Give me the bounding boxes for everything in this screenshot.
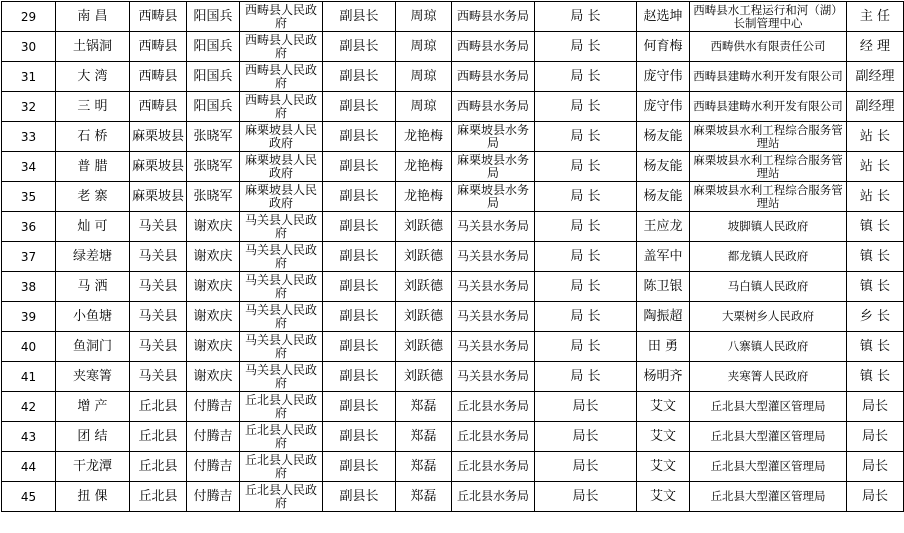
county-leader-cell: 付腾吉 [187,422,240,452]
county-leader-cell: 阳国兵 [187,62,240,92]
table-row [2,242,904,272]
unit-title-cell: 镇 长 [847,362,904,392]
water-affairs-bureau-cell: 丘北县水务局 [452,452,535,482]
reservoir-name-cell: 普 腊 [56,152,130,182]
county-leader-cell: 阳国兵 [187,2,240,32]
government-person-cell: 龙艳梅 [396,182,452,212]
county-name-cell: 丘北县 [130,392,187,422]
bureau-person-cell: 杨友能 [637,122,690,152]
government-person-cell: 郑磊 [396,482,452,512]
government-title-cell: 副县长 [323,392,396,422]
government-person-cell: 郑磊 [396,422,452,452]
bureau-title-cell: 局 长 [535,242,637,272]
county-government-cell: 马关县人民政府 [240,272,323,302]
government-person-cell: 周琼 [396,2,452,32]
reservoir-name-cell: 夹寒箐 [56,362,130,392]
management-unit-cell: 大栗树乡人民政府 [690,302,847,332]
bureau-title-cell: 局长 [535,392,637,422]
management-unit-cell: 西畴县水工程运行和河（湖）长制管理中心 [690,2,847,32]
government-person-cell: 刘跃德 [396,212,452,242]
unit-title-cell: 镇 长 [847,212,904,242]
reservoir-name-cell: 干龙潭 [56,452,130,482]
unit-title-cell: 站 长 [847,122,904,152]
table-row [2,122,904,152]
management-unit-cell: 坡脚镇人民政府 [690,212,847,242]
government-person-cell: 龙艳梅 [396,152,452,182]
county-leader-cell: 付腾吉 [187,452,240,482]
county-name-cell: 马关县 [130,302,187,332]
unit-title-cell: 经 理 [847,32,904,62]
table-row [2,62,904,92]
unit-title-cell: 局长 [847,452,904,482]
bureau-person-cell: 杨友能 [637,182,690,212]
county-name-cell: 西畴县 [130,92,187,122]
government-title-cell: 副县长 [323,302,396,332]
row-number-cell: 29 [2,2,56,32]
government-person-cell: 龙艳梅 [396,122,452,152]
row-number-cell: 32 [2,92,56,122]
unit-title-cell: 乡 长 [847,302,904,332]
reservoir-name-cell: 三 明 [56,92,130,122]
government-title-cell: 副县长 [323,242,396,272]
unit-title-cell: 镇 长 [847,272,904,302]
management-unit-cell: 西畴县建畴水利开发有限公司 [690,62,847,92]
reservoir-name-cell: 大 湾 [56,62,130,92]
row-number-cell: 38 [2,272,56,302]
bureau-person-cell: 王应龙 [637,212,690,242]
government-person-cell: 刘跃德 [396,362,452,392]
water-affairs-bureau-cell: 丘北县水务局 [452,482,535,512]
government-person-cell: 周琼 [396,92,452,122]
county-leader-cell: 张晓军 [187,122,240,152]
government-title-cell: 副县长 [323,62,396,92]
row-number-cell: 45 [2,482,56,512]
government-person-cell: 郑磊 [396,452,452,482]
table-row [2,32,904,62]
bureau-title-cell: 局 长 [535,362,637,392]
management-unit-cell: 西畴县建畴水利开发有限公司 [690,92,847,122]
management-unit-cell: 丘北县大型灌区管理局 [690,392,847,422]
reservoir-name-cell: 扭 倮 [56,482,130,512]
bureau-person-cell: 庞守伟 [637,62,690,92]
county-leader-cell: 谢欢庆 [187,212,240,242]
unit-title-cell: 局长 [847,482,904,512]
government-title-cell: 副县长 [323,152,396,182]
management-unit-cell: 丘北县大型灌区管理局 [690,482,847,512]
water-affairs-bureau-cell: 西畴县水务局 [452,2,535,32]
unit-title-cell: 局长 [847,422,904,452]
bureau-title-cell: 局 长 [535,152,637,182]
management-unit-cell: 夹寒箐人民政府 [690,362,847,392]
county-name-cell: 马关县 [130,332,187,362]
row-number-cell: 41 [2,362,56,392]
water-affairs-bureau-cell: 麻栗坡县水务局 [452,152,535,182]
bureau-title-cell: 局 长 [535,2,637,32]
bureau-title-cell: 局长 [535,452,637,482]
bureau-title-cell: 局 长 [535,212,637,242]
reservoir-name-cell: 石 桥 [56,122,130,152]
county-government-cell: 丘北县人民政府 [240,422,323,452]
bureau-person-cell: 何育梅 [637,32,690,62]
table-row [2,392,904,422]
county-leader-cell: 张晓军 [187,152,240,182]
bureau-title-cell: 局 长 [535,92,637,122]
water-affairs-bureau-cell: 西畴县水务局 [452,92,535,122]
bureau-title-cell: 局 长 [535,62,637,92]
county-government-cell: 丘北县人民政府 [240,452,323,482]
county-name-cell: 丘北县 [130,452,187,482]
county-name-cell: 丘北县 [130,422,187,452]
government-title-cell: 副县长 [323,122,396,152]
reservoir-name-cell: 南 昌 [56,2,130,32]
table-row [2,332,904,362]
bureau-title-cell: 局长 [535,482,637,512]
row-number-cell: 42 [2,392,56,422]
county-leader-cell: 付腾吉 [187,482,240,512]
county-government-cell: 马关县人民政府 [240,212,323,242]
county-government-cell: 马关县人民政府 [240,332,323,362]
bureau-person-cell: 杨友能 [637,152,690,182]
water-affairs-bureau-cell: 麻栗坡县水务局 [452,122,535,152]
county-government-cell: 丘北县人民政府 [240,392,323,422]
reservoir-name-cell: 增 产 [56,392,130,422]
county-name-cell: 马关县 [130,272,187,302]
water-affairs-bureau-cell: 马关县水务局 [452,332,535,362]
unit-title-cell: 镇 长 [847,242,904,272]
government-person-cell: 刘跃德 [396,302,452,332]
water-affairs-bureau-cell: 西畴县水务局 [452,62,535,92]
table-row [2,452,904,482]
government-person-cell: 刘跃德 [396,332,452,362]
county-government-cell: 马关县人民政府 [240,362,323,392]
government-title-cell: 副县长 [323,452,396,482]
reservoir-name-cell: 小鱼塘 [56,302,130,332]
water-affairs-bureau-cell: 马关县水务局 [452,302,535,332]
government-title-cell: 副县长 [323,212,396,242]
county-name-cell: 麻栗坡县 [130,152,187,182]
management-unit-cell: 麻栗坡县水利工程综合服务管理站 [690,182,847,212]
bureau-title-cell: 局 长 [535,182,637,212]
unit-title-cell: 站 长 [847,152,904,182]
water-affairs-bureau-cell: 马关县水务局 [452,212,535,242]
county-leader-cell: 张晓军 [187,182,240,212]
government-title-cell: 副县长 [323,182,396,212]
unit-title-cell: 站 长 [847,182,904,212]
county-name-cell: 马关县 [130,362,187,392]
government-person-cell: 郑磊 [396,392,452,422]
table-body [2,2,904,512]
table-row [2,212,904,242]
table-row [2,272,904,302]
bureau-title-cell: 局 长 [535,122,637,152]
row-number-cell: 40 [2,332,56,362]
bureau-person-cell: 杨明齐 [637,362,690,392]
bureau-person-cell: 庞守伟 [637,92,690,122]
management-unit-cell: 西畴供水有限责任公司 [690,32,847,62]
reservoir-name-cell: 鱼洞门 [56,332,130,362]
water-affairs-bureau-cell: 丘北县水务局 [452,422,535,452]
county-government-cell: 麻栗坡县人民政府 [240,182,323,212]
county-government-cell: 麻栗坡县人民政府 [240,122,323,152]
row-number-cell: 31 [2,62,56,92]
county-leader-cell: 谢欢庆 [187,332,240,362]
unit-title-cell: 副经理 [847,92,904,122]
county-name-cell: 西畴县 [130,32,187,62]
government-title-cell: 副县长 [323,422,396,452]
county-name-cell: 马关县 [130,212,187,242]
management-unit-cell: 麻栗坡县水利工程综合服务管理站 [690,152,847,182]
county-name-cell: 西畴县 [130,2,187,32]
county-government-cell: 西畴县人民政府 [240,92,323,122]
management-unit-cell: 麻栗坡县水利工程综合服务管理站 [690,122,847,152]
management-unit-cell: 丘北县大型灌区管理局 [690,452,847,482]
county-government-cell: 马关县人民政府 [240,302,323,332]
table-row [2,152,904,182]
county-leader-cell: 谢欢庆 [187,242,240,272]
government-title-cell: 副县长 [323,482,396,512]
government-title-cell: 副县长 [323,332,396,362]
county-leader-cell: 付腾吉 [187,392,240,422]
county-government-cell: 西畴县人民政府 [240,2,323,32]
row-number-cell: 33 [2,122,56,152]
reservoir-name-cell: 土锅洞 [56,32,130,62]
county-leader-cell: 阳国兵 [187,92,240,122]
row-number-cell: 39 [2,302,56,332]
table-row [2,362,904,392]
management-unit-cell: 都龙镇人民政府 [690,242,847,272]
government-person-cell: 周琼 [396,62,452,92]
bureau-person-cell: 艾文 [637,392,690,422]
bureau-person-cell: 陶振超 [637,302,690,332]
unit-title-cell: 主 任 [847,2,904,32]
water-affairs-bureau-cell: 西畴县水务局 [452,32,535,62]
unit-title-cell: 镇 长 [847,332,904,362]
bureau-person-cell: 盖军中 [637,242,690,272]
bureau-title-cell: 局 长 [535,32,637,62]
row-number-cell: 34 [2,152,56,182]
table-row [2,182,904,212]
county-government-cell: 西畴县人民政府 [240,62,323,92]
reservoir-name-cell: 团 结 [56,422,130,452]
water-affairs-bureau-cell: 马关县水务局 [452,242,535,272]
county-leader-cell: 谢欢庆 [187,362,240,392]
government-person-cell: 刘跃德 [396,272,452,302]
bureau-person-cell: 陈卫银 [637,272,690,302]
water-affairs-bureau-cell: 马关县水务局 [452,362,535,392]
table-row [2,482,904,512]
row-number-cell: 30 [2,32,56,62]
bureau-title-cell: 局 长 [535,302,637,332]
government-title-cell: 副县长 [323,2,396,32]
government-title-cell: 副县长 [323,92,396,122]
table-row [2,92,904,122]
water-affairs-bureau-cell: 马关县水务局 [452,272,535,302]
table-row [2,2,904,32]
county-government-cell: 马关县人民政府 [240,242,323,272]
row-number-cell: 43 [2,422,56,452]
management-unit-cell: 丘北县大型灌区管理局 [690,422,847,452]
row-number-cell: 44 [2,452,56,482]
county-government-cell: 丘北县人民政府 [240,482,323,512]
bureau-person-cell: 赵选坤 [637,2,690,32]
county-name-cell: 麻栗坡县 [130,122,187,152]
government-person-cell: 周琼 [396,32,452,62]
row-number-cell: 37 [2,242,56,272]
county-government-cell: 麻栗坡县人民政府 [240,152,323,182]
table-row [2,302,904,332]
row-number-cell: 36 [2,212,56,242]
table-row [2,422,904,452]
county-government-cell: 西畴县人民政府 [240,32,323,62]
county-name-cell: 西畴县 [130,62,187,92]
reservoir-name-cell: 马 洒 [56,272,130,302]
management-unit-cell: 八寨镇人民政府 [690,332,847,362]
bureau-title-cell: 局 长 [535,332,637,362]
bureau-title-cell: 局 长 [535,272,637,302]
county-leader-cell: 谢欢庆 [187,302,240,332]
county-name-cell: 丘北县 [130,482,187,512]
county-name-cell: 麻栗坡县 [130,182,187,212]
reservoir-responsibility-table [1,1,904,512]
bureau-person-cell: 艾文 [637,482,690,512]
government-person-cell: 刘跃德 [396,242,452,272]
county-leader-cell: 阳国兵 [187,32,240,62]
unit-title-cell: 副经理 [847,62,904,92]
bureau-person-cell: 艾文 [637,452,690,482]
water-affairs-bureau-cell: 丘北县水务局 [452,392,535,422]
unit-title-cell: 局长 [847,392,904,422]
row-number-cell: 35 [2,182,56,212]
management-unit-cell: 马白镇人民政府 [690,272,847,302]
bureau-person-cell: 艾文 [637,422,690,452]
county-name-cell: 马关县 [130,242,187,272]
government-title-cell: 副县长 [323,362,396,392]
government-title-cell: 副县长 [323,32,396,62]
reservoir-name-cell: 绿差塘 [56,242,130,272]
bureau-person-cell: 田 勇 [637,332,690,362]
reservoir-name-cell: 老 寨 [56,182,130,212]
water-affairs-bureau-cell: 麻栗坡县水务局 [452,182,535,212]
government-title-cell: 副县长 [323,272,396,302]
county-leader-cell: 谢欢庆 [187,272,240,302]
bureau-title-cell: 局长 [535,422,637,452]
reservoir-name-cell: 灿 可 [56,212,130,242]
